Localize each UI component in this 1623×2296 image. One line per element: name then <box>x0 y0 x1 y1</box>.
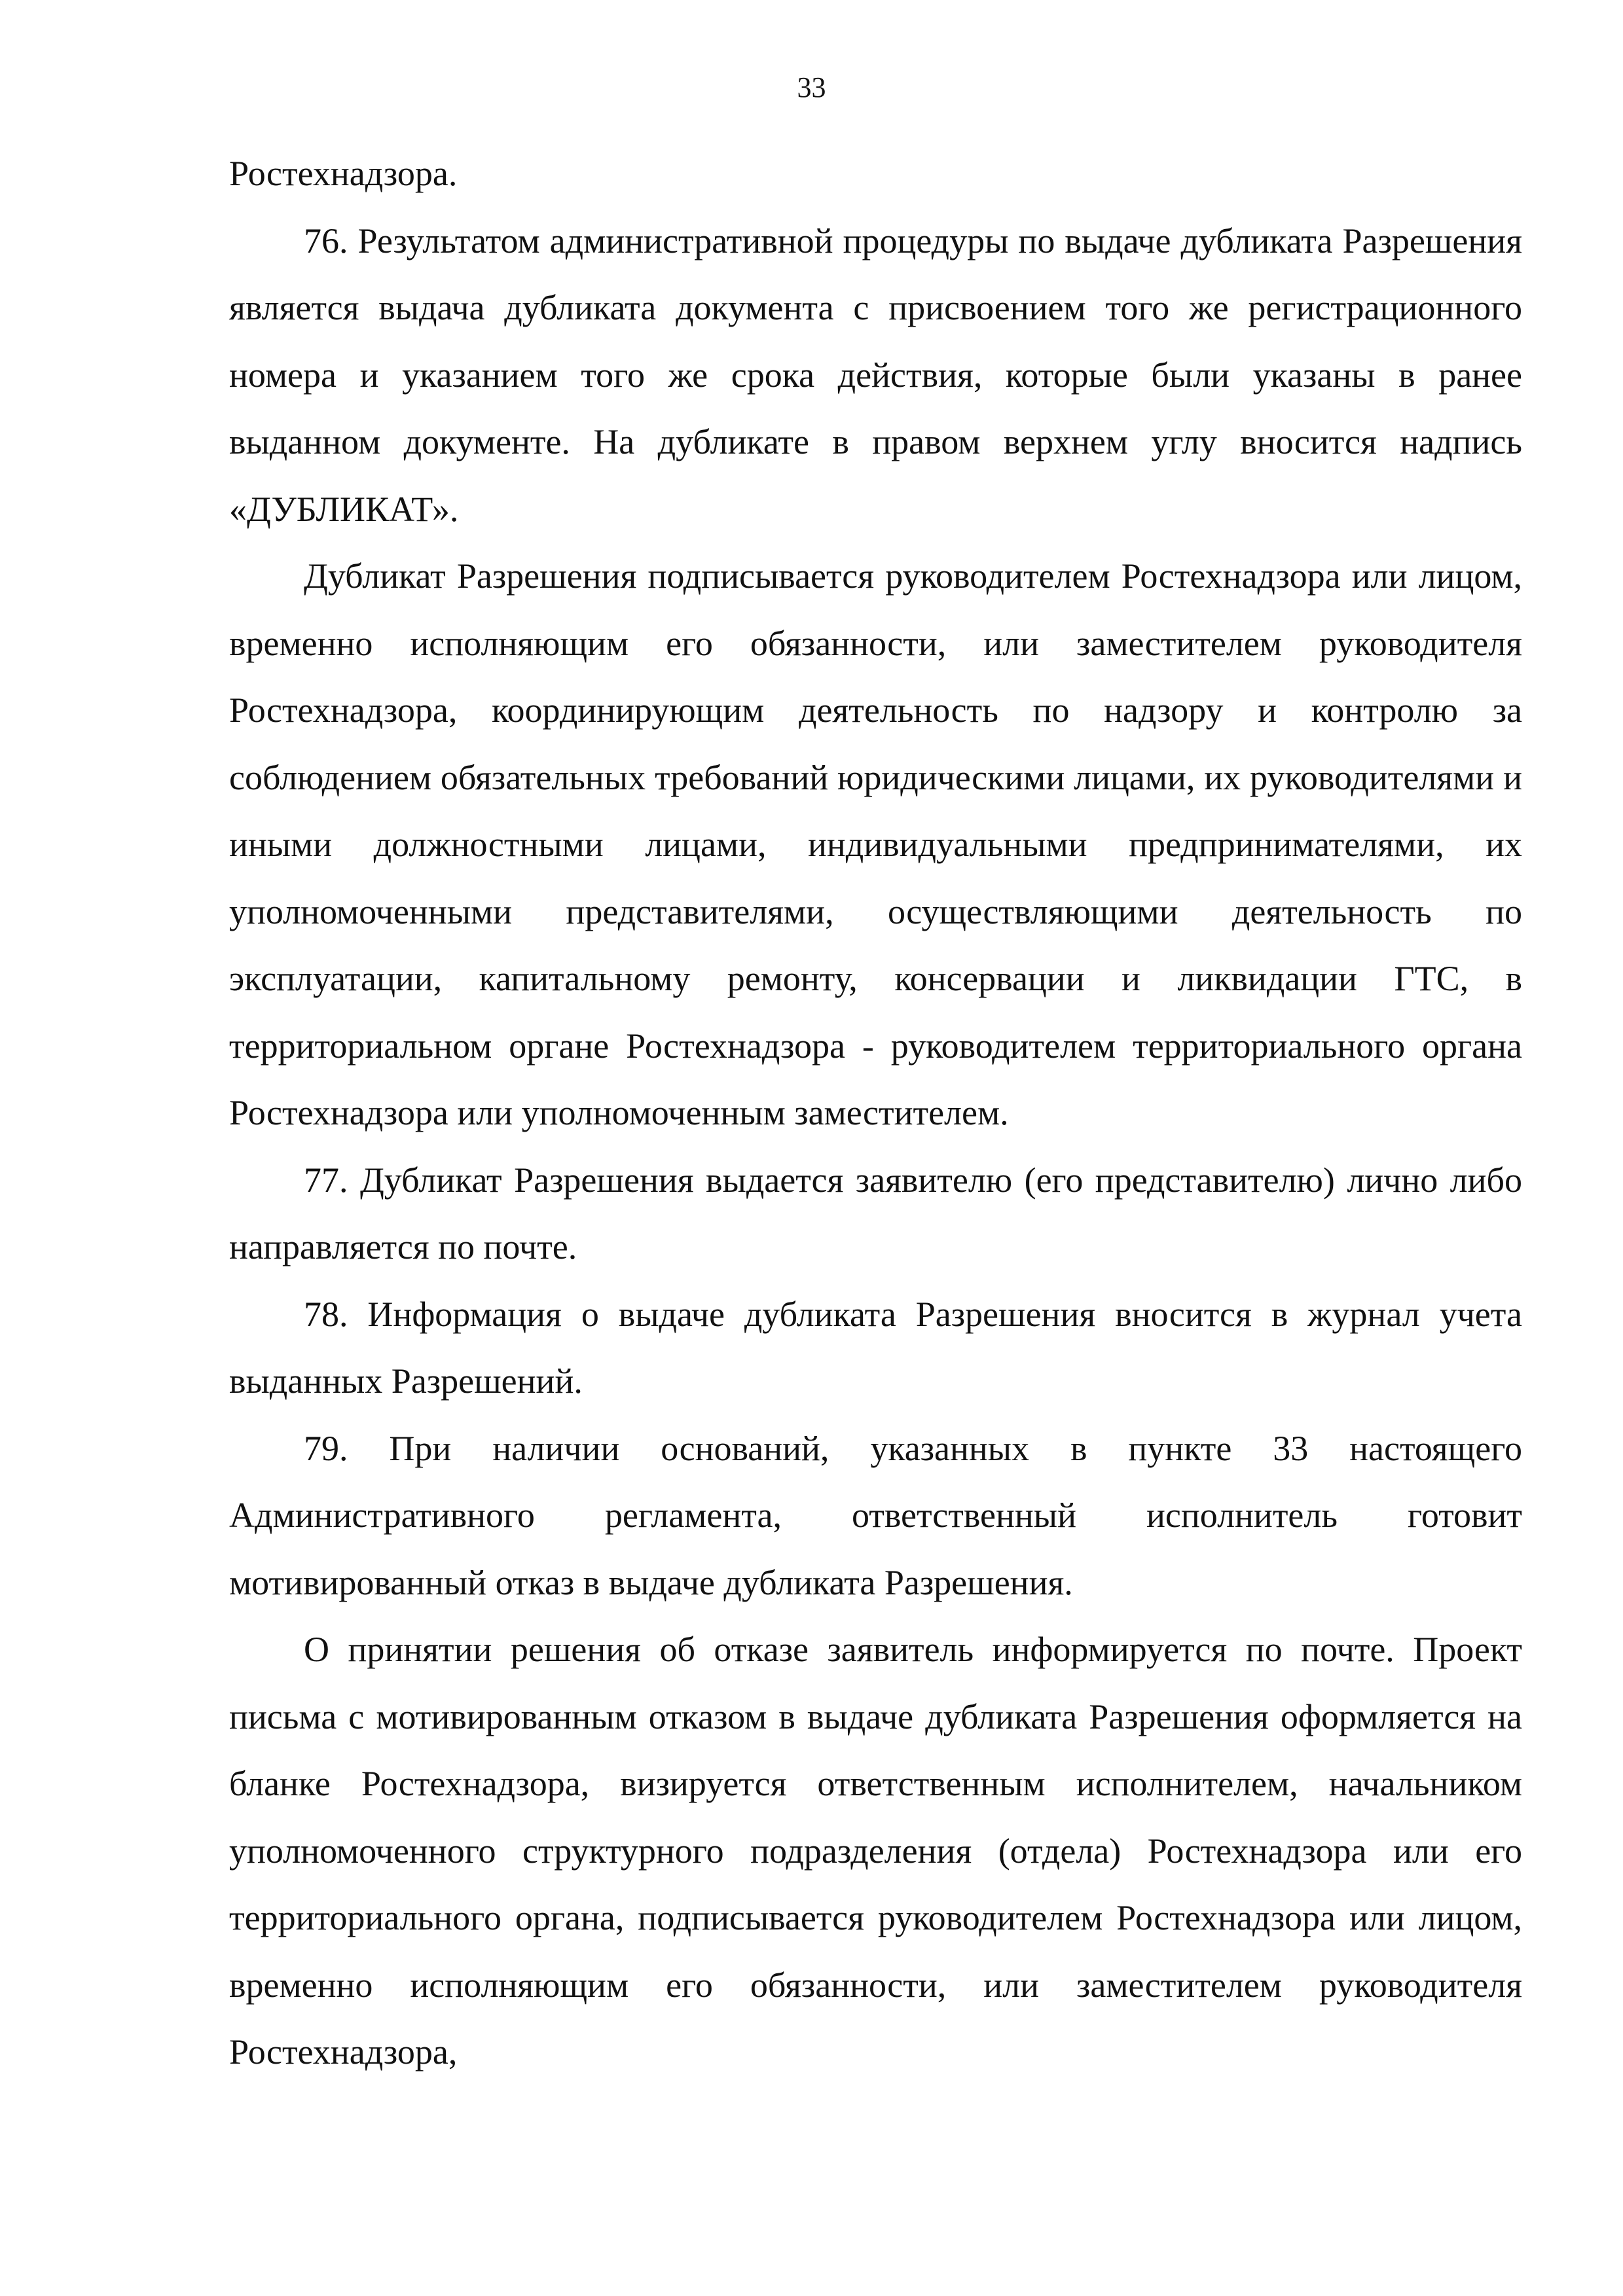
paragraph-77: 77. Дубликат Разрешения выдается заявителю (его представителю) лично либо направляется по почте. <box>229 1160 1522 1266</box>
paragraph-78: 78. Информация о выдаче дубликата Разрешения вносится в журнал учета выданных Разрешений. <box>229 1294 1522 1401</box>
paragraph-continuation: Ростехнадзора. <box>229 154 458 193</box>
page-number: 33 <box>797 71 826 103</box>
document-body <box>229 140 1522 2086</box>
paragraph-79-refusal: О принятии решения об отказе заявитель информируется по почте. Проект письма с мотивированным отказом в выдаче дубликата Разрешения оформляется на бланке Ростехнадзора, визируется ответственным исполнителем, начальником уполномоченного структурного подразделения (отдела) Ростехнадзора или его территориального органа, подписывается руководителем Ростехнадзора или лицом, временно исполняющим его обязанности, или заместителем руководителя Ростехнадзора, <box>229 1630 1522 2072</box>
paragraph-76: 76. Результатом административной процедуры по выдаче дубликата Разрешения является выдача дубликата документа с присвоением того же регистрационного номера и указанием того же срока действия, которые были указаны в ранее выданном документе. На дубликате в правом верхнем углу вносится надпись «ДУБЛИКАТ». <box>229 221 1522 529</box>
paragraph-76-signing: Дубликат Разрешения подписывается руководителем Ростехнадзора или лицом, временно исполняющим его обязанности, или заместителем руководителя Ростехнадзора, координирующим деятельность по надзору и контролю за соблюдением обязательных требований юридическими лицами, их руководителями и иными должностными лицами, индивидуальными предпринимателями, их уполномоченными представителями, осуществляющими деятельность по эксплуатации, капитальному ремонту, консервации и ликвидации ГТС, в территориальном органе Ростехнадзора - руководителем территориального органа Ростехнадзора или уполномоченным заместителем. <box>229 556 1522 1132</box>
paragraph-79: 79. При наличии оснований, указанных в пункте 33 настоящего Административного регламента, ответственный исполнитель готовит мотивированный отказ в выдаче дубликата Разрешения. <box>229 1428 1522 1602</box>
